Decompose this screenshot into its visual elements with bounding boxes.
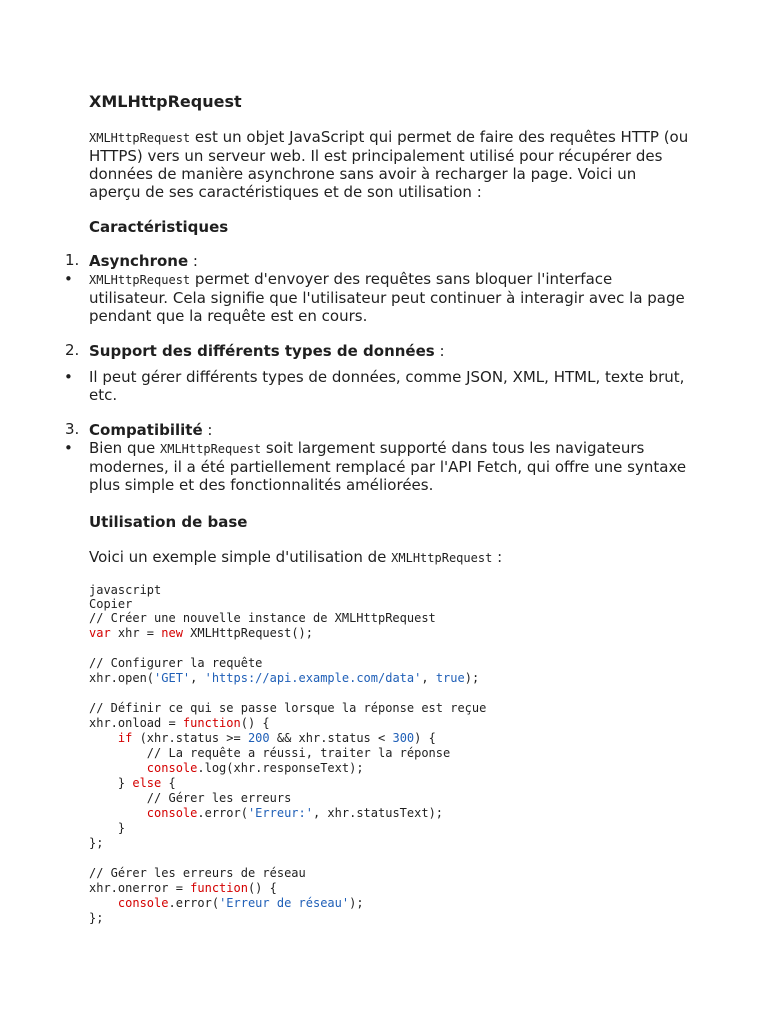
code-line <box>89 761 689 776</box>
code-token: 300 <box>392 731 415 745</box>
code-line <box>89 686 689 701</box>
code-token: // Configurer la requête <box>89 656 263 670</box>
usage-text: Voici un exemple simple d'utilisation de <box>89 548 392 566</box>
code-line <box>89 911 689 926</box>
code-token: // Gérer les erreurs <box>89 791 292 805</box>
code-line <box>89 851 689 866</box>
bullet-code-term: XMLHttpRequest <box>160 442 262 456</box>
code-line <box>89 656 689 671</box>
code-line <box>89 896 689 911</box>
code-line <box>89 611 689 626</box>
code-token: (xhr.status >= <box>132 731 248 745</box>
code-line <box>89 881 689 896</box>
code-token: .log(xhr.responseText); <box>197 761 364 775</box>
code-token: } <box>89 821 126 835</box>
code-token <box>89 731 118 745</box>
usage-heading: Utilisation de base <box>89 513 248 531</box>
list-item-label: Compatibilité <box>89 421 203 439</box>
code-token: new <box>161 626 183 640</box>
list-item-compatibilite <box>65 420 689 439</box>
code-token: xhr = <box>110 626 162 640</box>
bullet-item <box>64 439 689 494</box>
code-lines <box>89 611 689 926</box>
code-token: function <box>182 716 241 730</box>
bullet-text-after: soit largement supporté dans tous les navigateurs modernes, il a été partiellement remplacé par l'API Fetch, qui offre une syntaxe plus simple et des fonctionnalités améliorées. <box>89 439 687 494</box>
code-token: 'GET' <box>154 671 191 685</box>
code-token: XMLHttpRequest(); <box>182 626 313 640</box>
code-token: ); <box>349 896 364 910</box>
code-block <box>89 583 689 926</box>
bullet-text: Il peut gérer différents types de données, comme JSON, XML, HTML, texte brut, etc. <box>89 368 685 404</box>
code-line <box>89 791 689 806</box>
intro-code-term: XMLHttpRequest <box>89 131 191 145</box>
code-token: , <box>190 671 205 685</box>
list-item-suffix: : <box>434 342 445 360</box>
bullet-icon: • <box>64 368 73 386</box>
intro-paragraph <box>89 128 689 201</box>
code-token: }; <box>89 911 104 925</box>
characteristics-heading: Caractéristiques <box>89 218 229 236</box>
list-item-label: Support des différents types de données <box>89 342 435 360</box>
code-line <box>89 701 689 716</box>
code-token: if <box>117 731 133 745</box>
list-number: 2. <box>65 341 80 359</box>
code-token: console <box>146 761 198 775</box>
page-title: XMLHttpRequest <box>89 92 242 111</box>
code-line <box>89 716 689 731</box>
bullet-text <box>89 270 689 325</box>
bullet-text-body: permet d'envoyer des requêtes sans bloquer l'interface utilisateur. Cela signifie que l'utilisateur peut continuer à interagir avec la page pendant que la requête est en cours. <box>89 270 685 325</box>
code-token: .error( <box>168 896 220 910</box>
code-token: // Définir ce qui se passe lorsque la réponse est reçue <box>89 701 487 715</box>
list-number: 3. <box>65 420 80 438</box>
list-item-label: Asynchrone <box>89 252 189 270</box>
bullet-item <box>64 270 689 325</box>
code-token <box>89 896 118 910</box>
code-token: ); <box>464 671 480 685</box>
list-item-asynchrone <box>65 251 689 270</box>
code-token: else <box>132 776 162 790</box>
bullet-text <box>89 439 689 494</box>
list-item-suffix: : <box>202 421 213 439</box>
code-token: 'Erreur de réseau' <box>219 896 350 910</box>
code-line <box>89 866 689 881</box>
code-line <box>89 836 689 851</box>
code-token: var <box>89 626 111 640</box>
code-line <box>89 821 689 836</box>
usage-suffix: : <box>492 548 503 566</box>
code-line <box>89 641 689 656</box>
code-line <box>89 671 689 686</box>
code-token: console <box>146 806 198 820</box>
code-token: function <box>190 881 248 895</box>
code-token: console <box>117 896 169 910</box>
code-token: xhr.onload = <box>89 716 183 730</box>
document-content <box>64 92 689 926</box>
list-number: 1. <box>65 251 80 269</box>
code-token: { <box>161 776 176 790</box>
code-token: // Créer une nouvelle instance de XMLHttpRequest <box>89 611 436 625</box>
code-token: () { <box>247 881 277 895</box>
code-token: , xhr.statusText); <box>312 806 444 820</box>
code-token: && xhr.status < <box>269 731 393 745</box>
code-token: // La requête a réussi, traiter la réponse <box>89 746 451 760</box>
code-token <box>89 761 147 775</box>
code-token: xhr.open( <box>89 671 155 685</box>
list-item-support-types <box>65 341 689 360</box>
code-token: // Gérer les erreurs de réseau <box>89 866 306 880</box>
code-token: xhr.onerror = <box>89 881 191 895</box>
bullet-text-before: Bien que <box>89 439 160 457</box>
code-token: true <box>435 671 465 685</box>
intro-text: est un objet JavaScript qui permet de faire des requêtes HTTP (ou HTTPS) vers un serveur web. Il est principalement utilisé pour récupérer des données de manière asynchrone sans avoir à recharger la page. Voici un aperçu de ses caractéristiques et de son utilisation : <box>89 128 689 201</box>
code-line <box>89 746 689 761</box>
code-token: () { <box>240 716 270 730</box>
code-token: 'Erreur:' <box>247 806 313 820</box>
usage-code-term: XMLHttpRequest <box>391 551 493 565</box>
code-line <box>89 626 689 641</box>
code-token <box>89 806 147 820</box>
code-token: }; <box>89 836 104 850</box>
list-item-suffix: : <box>188 252 198 270</box>
code-line <box>89 806 689 821</box>
bullet-icon: • <box>64 439 73 457</box>
bullet-item <box>64 368 689 404</box>
bullet-code-term: XMLHttpRequest <box>89 273 191 287</box>
code-token: } <box>89 776 133 790</box>
code-line <box>89 776 689 791</box>
code-token: ) { <box>414 731 436 745</box>
copy-button[interactable]: Copier <box>89 597 133 611</box>
code-token: , <box>421 671 436 685</box>
code-line <box>89 731 689 746</box>
code-language-label: javascript <box>89 583 162 597</box>
usage-paragraph <box>89 548 689 567</box>
code-token: 200 <box>247 731 270 745</box>
code-token: .error( <box>197 806 248 820</box>
code-token: 'https://api.example.com/data' <box>204 671 422 685</box>
bullet-icon: • <box>64 270 73 288</box>
